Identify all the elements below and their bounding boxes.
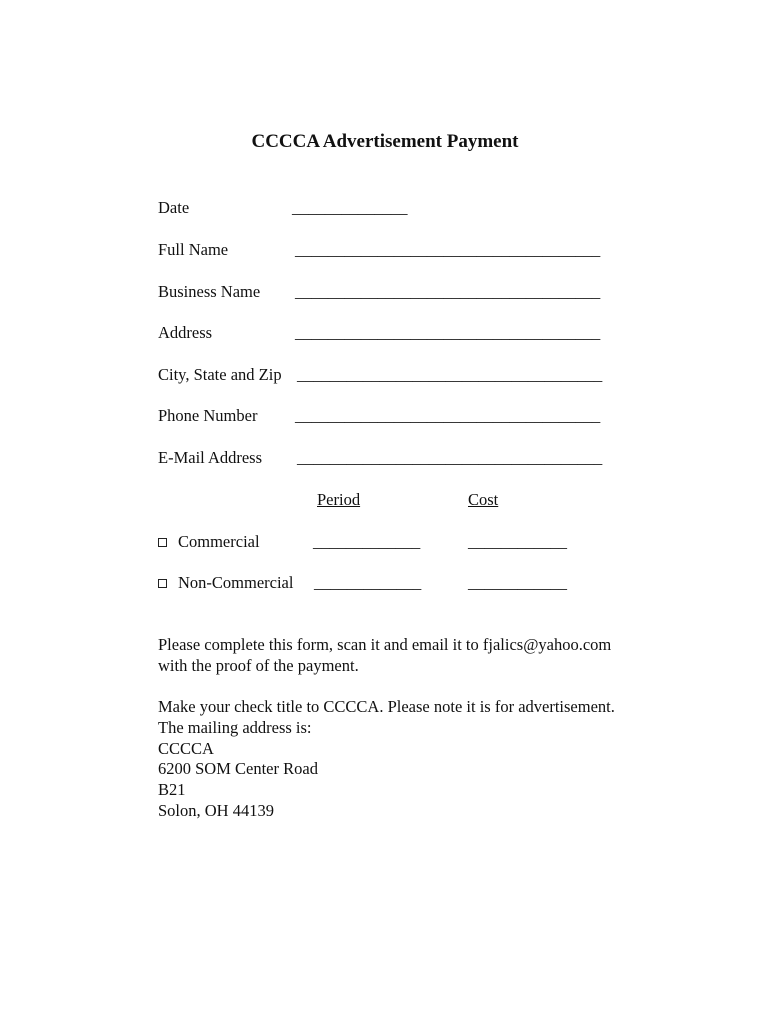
city-state-zip-label: City, State and Zip (158, 365, 282, 384)
commercial-cost-field[interactable]: ____________ (468, 532, 567, 551)
city-state-zip-field[interactable]: _____________________________________ (297, 365, 603, 384)
commercial-label: Commercial (178, 532, 260, 551)
email-address-label: E-Mail Address (158, 448, 263, 467)
email-address-field[interactable]: _____________________________________ (297, 448, 603, 467)
instructions-paragraph-1 (158, 635, 678, 677)
address-label: Address (158, 323, 213, 342)
cost-header: Cost (468, 490, 499, 509)
instructions-paragraph-2 (158, 697, 678, 822)
phone-number-label: Phone Number (158, 406, 258, 425)
full-name-label: Full Name (158, 240, 229, 259)
non-commercial-cost-field[interactable]: ____________ (468, 573, 567, 592)
address-field[interactable]: _____________________________________ (295, 323, 601, 342)
non-commercial-period-field[interactable]: _____________ (314, 573, 422, 592)
mailing-address-unit: B21 (158, 780, 186, 800)
mailing-address-street: 6200 SOM Center Road (158, 759, 318, 779)
commercial-period-field[interactable]: _____________ (313, 532, 421, 551)
instructions-line: Please complete this form, scan it and email it to fjalics@yahoo.com (158, 635, 612, 654)
period-header: Period (317, 490, 361, 509)
check-instructions-line: Make your check title to CCCCA. Please note it is for advertisement. (158, 697, 615, 716)
non-commercial-label: Non-Commercial (178, 573, 294, 592)
full-name-field[interactable]: _____________________________________ (295, 240, 601, 259)
non-commercial-checkbox[interactable] (158, 579, 167, 588)
instructions-line: with the proof of the payment. (158, 655, 359, 675)
date-label: Date (158, 198, 190, 217)
mailing-address-name: CCCCA (158, 738, 214, 758)
business-name-label: Business Name (158, 282, 261, 301)
business-name-field[interactable]: _____________________________________ (295, 282, 601, 301)
mailing-address-heading: The mailing address is: (158, 717, 312, 737)
mailing-address-city: Solon, OH 44139 (158, 800, 274, 820)
date-field[interactable]: ______________ (292, 198, 408, 217)
form-title: CCCCA Advertisement Payment (251, 131, 519, 152)
commercial-checkbox[interactable] (158, 538, 167, 547)
phone-number-field[interactable]: _____________________________________ (295, 406, 601, 425)
